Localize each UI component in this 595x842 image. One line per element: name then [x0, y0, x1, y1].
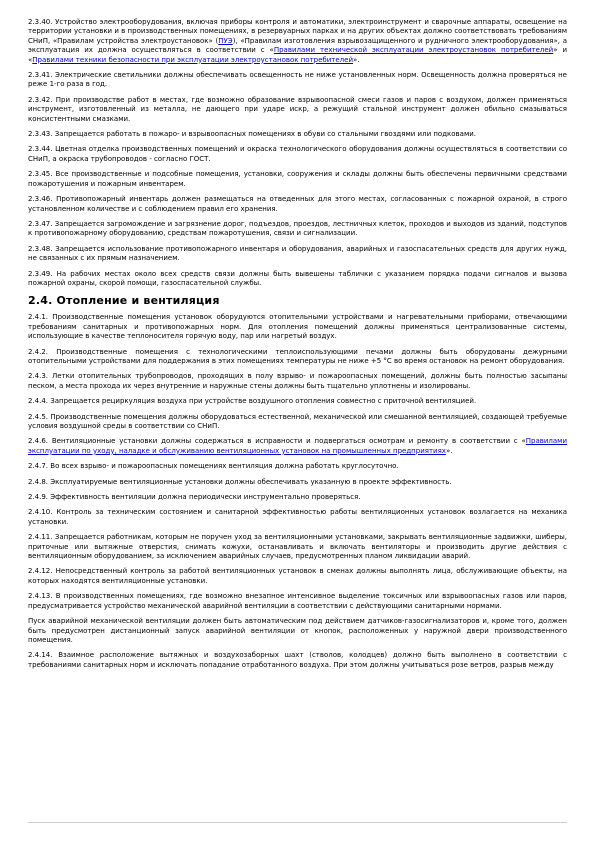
document-link[interactable]: ПУЭ: [218, 36, 233, 45]
paragraph: [28, 170, 567, 189]
paragraph-text: 2.4.1. Производственные помещения установок оборудуются отопительными устройствами и нагревательными приборами, отвечающими требованиям санитарных и противопожарных норм. Для отопления помещений должны применяться централизованные системы, использующие в качестве теплоносителя горячую воду, пар или нагретый воздух.: [28, 313, 567, 341]
page-bottom-rule: [28, 822, 567, 823]
paragraph: [28, 413, 567, 432]
paragraph-text: 2.4.14. Взаимное расположение вытяжных и воздухозаборных шахт (стволов, колодцев) должно быть выполнено в соответствии с требованиями санитарных норм и исключать попадание отработанного воздуха. При этом должны учитываться розе ветров, разрыв между: [28, 651, 567, 669]
paragraph: [28, 313, 567, 341]
paragraph-text: 2.4.8. Эксплуатируемые вентиляционные установки должны обеспечивать указанную в проекте эффективность.: [28, 477, 452, 486]
paragraph-text: 2.4.7. Во всех взрыво- и пожароопасных помещениях вентиляция должна работать круглосуточно.: [28, 462, 399, 471]
paragraph-text: 2.3.49. На рабочих местах около всех средств связи должны быть вывешены таблички с указанием порядка подачи сигналов и вызова пожарной охраны, скорой помощи, газоспасательной службы.: [28, 269, 567, 287]
paragraph-text: 2.4.6. Вентиляционные установки должны содержаться в исправности и подвергаться осмотрам и ремонту в соответствии с «: [28, 437, 526, 446]
paragraph: [28, 592, 567, 611]
paragraphs-before: [28, 18, 567, 288]
paragraph: [28, 145, 567, 164]
paragraph-text: 2.4.10. Контроль за техническим состоянием и санитарной эффективностью работы вентиляционных установок возлагается на механика установки.: [28, 508, 567, 526]
paragraph: [28, 130, 567, 139]
paragraph-text: 2.4.12. Непосредственный контроль за работой вентиляционных установок в сменах должны выполнять лица, обслуживающие объекты, на которых находятся вентиляционные установки.: [28, 567, 567, 585]
paragraph-text: 2.3.42. При производстве работ в местах, где возможно образование взрывоопасной смеси газов и паров с воздухом, должен применяться инструмент, изготовленный из металла, не дающего при ударе искр, а режущий стальной инструмент должен обильно смазываться консистентными смазками.: [28, 95, 567, 123]
paragraph-text: 2.4.9. Эффективность вентиляции должна периодически инструментально проверяться.: [28, 493, 361, 502]
document-link[interactable]: Правилами эксплуатации по уходу, наладке и обслуживанию вентиляционных установок на промышленных предприятиях: [28, 437, 567, 455]
paragraph-text: ), «Правилам изготовления взрывозащищенного и рудничного электрооборудования», а эксплуатация их должна осуществляться в соответствии с «: [28, 36, 568, 55]
paragraph-text: ».: [353, 55, 360, 64]
paragraph-text: ».: [445, 446, 453, 455]
paragraph-text: 2.3.48. Запрещается использование противопожарного инвентаря и оборудования, аварийных и газоспасательных средств для других нужд, не связанных с их прямым назначением.: [28, 244, 567, 263]
paragraph: [28, 478, 567, 487]
paragraph-text: 2.4.4. Запрещается рециркуляция воздуха при устройстве воздушного отопления совместно с приточной вентиляцией.: [28, 397, 477, 406]
paragraph-text: » и «: [28, 46, 567, 64]
paragraph: [28, 508, 567, 527]
paragraph-text: 2.4.3. Летки отопительных трубопроводов, проходящих в полу взрыво- и пожароопасных помещений, должны быть полностью засыпаны песком, а места прохода их через внутренние и наружные стены должны быть тщательно уплотнены и изолированы.: [28, 372, 567, 390]
paragraph-text: 2.3.47. Запрещается загромождение и загрязнение дорог, подъездов, проездов, лестничных клеток, проходов и выходов из зданий, подступов к противопожарному оборудованию, средствам пожаротушения, связи и сигнализации.: [28, 219, 567, 238]
paragraph-text: 2.3.40. Устройство электрооборудования, включая приборы контроля и автоматики, электроинструмент и сварочные аппараты, освещение на территории установки и в производственных помещениях, в резервуарных парках и на других объектах должно соответствовать требованиям СНиП, «Правилам устройства электроустановок» (: [28, 18, 567, 45]
paragraph-text: 2.4.2. Производственные помещения с технологическими теплоиспользующими печами должны быть оборудованы дежурными отопительными устройствами для поддержания в этих помещениях температуры не ниже +5 °С во время остановок на ремонт оборудования.: [28, 347, 567, 365]
paragraph: [28, 567, 567, 586]
paragraph-text: 2.4.13. В производственных помещениях, где возможно внезапное интенсивное выделение токсичных или взрывоопасных газов или паров, предусматривается устройство механической аварийной вентиляции в соответствии с действующими санитарными нормами.: [28, 592, 567, 610]
paragraph: [28, 96, 567, 124]
paragraph: [28, 195, 567, 214]
paragraph-text: 2.3.44. Цветная отделка производственных помещений и окраска технологического оборудования должны осуществляться в соответствии со СНиП, а окраска трубопроводов - согласно ГОСТ.: [28, 145, 567, 163]
paragraph: [28, 617, 567, 645]
paragraph: [28, 437, 567, 456]
paragraph-text: 2.4.11. Запрещается работникам, которым не поручен уход за вентиляционными установками, закрывать вентиляционные задвижки, шиберы, приточные или вытяжные отверстия, снимать кожухи, останавливать и включать вентиляторы и производить другие действия с вентиляционным оборудованием, за исключением аварийных случаев, предусмотренных планом ликвидации аварий.: [28, 533, 567, 561]
paragraph: [28, 220, 567, 239]
paragraph: [28, 651, 567, 670]
paragraph: [28, 348, 567, 367]
paragraph: [28, 71, 567, 90]
paragraph: [28, 245, 567, 264]
paragraph-text: 2.4.5. Производственные помещения должны оборудоваться естественной, механической или смешанной вентиляцией, создающей требуемые условия воздушной среды в соответствии со СНиП.: [28, 412, 567, 430]
paragraph: [28, 18, 567, 65]
paragraph: [28, 493, 567, 502]
paragraph-text: 2.3.46. Противопожарный инвентарь должен размещаться на отведенных для этого местах, согласованных с пожарной охраной, в строго установленном количестве и с соблюдением правил его хранения.: [28, 195, 567, 213]
section-heading: 2.4. Отопление и вентиляция: [28, 294, 220, 308]
paragraph: [28, 372, 567, 391]
paragraph-text: 2.3.43. Запрещается работать в пожаро- и взрывоопасных помещениях в обуви со стальными гвоздями или подковами.: [28, 130, 477, 139]
paragraph: [28, 533, 567, 561]
paragraph: [28, 397, 567, 406]
document-link[interactable]: Правилами технической эксплуатации электроустановок потребителей: [273, 46, 554, 55]
paragraph: [28, 270, 567, 289]
paragraphs-after: [28, 313, 567, 670]
paragraph-text: 2.3.45. Все производственные и подсобные помещения, установки, сооружения и склады должны быть обеспечены первичными средствами пожаротушения и пожарным инвентарем.: [28, 170, 567, 188]
paragraph-text: Пуск аварийной механической вентиляции должен быть автоматическим под действием датчиков-газосигнализаторов и, кроме того, должен быть предусмотрен дистанционный запуск аварийной вентиляции от кнопок, расположенных у наружной двери производственного помещения.: [28, 617, 567, 644]
paragraph-text: 2.3.41. Электрические светильники должны обеспечивать освещенность не ниже установленных норм. Освещенность должна проверяться не реже 1-го раза в год.: [28, 71, 567, 89]
document-link[interactable]: Правилами техники безопасности при эксплуатации электроустановок потребителей: [32, 55, 353, 64]
paragraph: [28, 462, 567, 471]
